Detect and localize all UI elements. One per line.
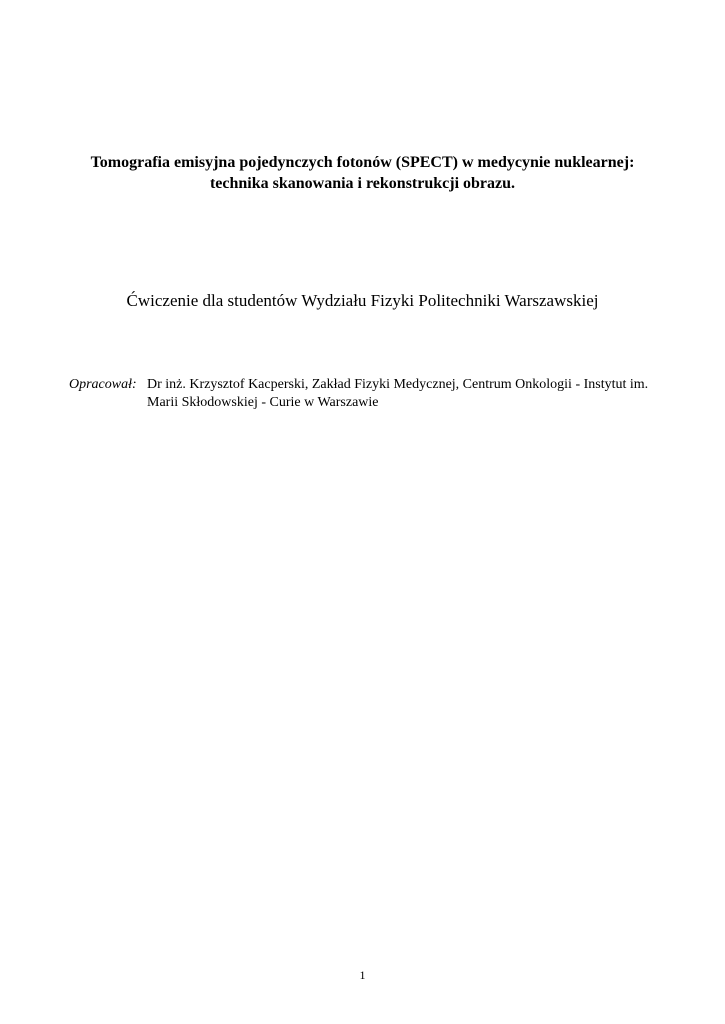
title-line-2: technika skanowania i rekonstrukcji obrazu.	[209, 175, 516, 192]
author-text	[147, 376, 648, 412]
document-subtitle: Ćwiczenie dla studentów Wydziału Fizyki Politechniki Warszawskiej	[126, 291, 599, 310]
page-number: 1	[359, 968, 366, 982]
author-line-2: Marii Skłodowskiej - Curie w Warszawie	[147, 395, 379, 410]
document-title	[0, 152, 725, 194]
title-line-1: Tomografia emisyjna pojedynczych fotonów (SPECT) w medycynie nuklearnej:	[90, 154, 635, 171]
author-line-1: Dr inż. Krzysztof Kacperski, Zakład Fizyki Medycznej, Centrum Onkologii - Instytut im.	[147, 377, 649, 392]
author-label: Opracował:	[69, 377, 137, 392]
